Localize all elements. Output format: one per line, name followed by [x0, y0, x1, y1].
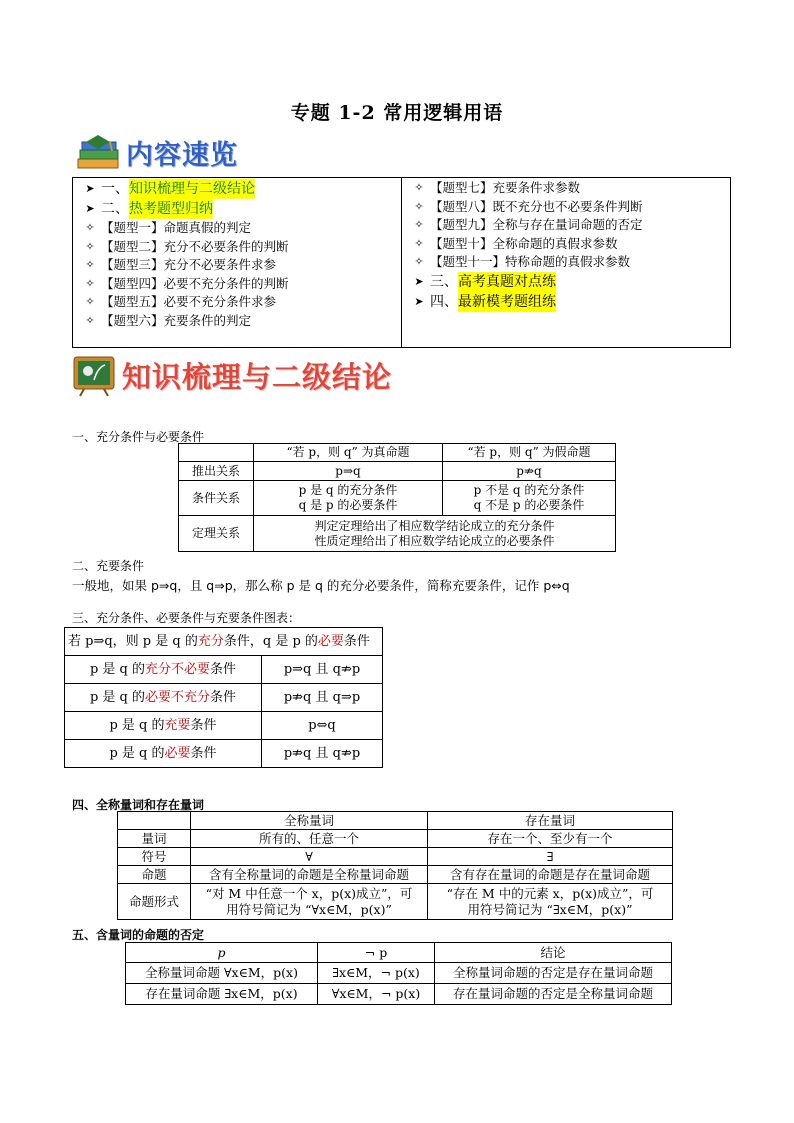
table-row	[65, 684, 383, 712]
table-corner	[179, 444, 254, 462]
toc-item-number: 二、	[101, 201, 129, 217]
diamond-bullet-icon: ✧	[85, 295, 95, 308]
toc-item[interactable]	[79, 179, 395, 199]
text-span: 条件，q 是 p 的	[223, 634, 318, 649]
table-cell: ∀x∈M，¬ p(x)	[318, 984, 435, 1005]
banner-title: 知识梳理与二级结论	[122, 359, 393, 394]
chalkboard-icon	[72, 353, 116, 397]
toc-item[interactable]	[408, 179, 724, 198]
table-cell: 存在量词命题的否定是全称量词命题	[435, 984, 672, 1005]
cell-line: p 不是 q 的充分条件	[473, 483, 585, 497]
toc-item-label: 【题型六】充要条件的判定	[101, 312, 252, 328]
toc-item[interactable]	[79, 293, 395, 312]
section-heading-2: 二、充要条件	[72, 559, 145, 573]
table-row	[118, 830, 673, 848]
cell-line: q 不是 p 的必要条件	[473, 498, 585, 512]
cell-line: q 是 p 的必要条件	[298, 498, 398, 512]
toc-item[interactable]	[408, 235, 724, 254]
table-cell: 所有的、任意一个	[191, 830, 428, 848]
table-cell	[254, 481, 443, 516]
section-heading-5: 五、含量词的命题的否定	[72, 928, 205, 942]
table-row	[65, 712, 383, 740]
diamond-bullet-icon: ✧	[414, 181, 424, 194]
toc-item-label: 【题型四】必要不充分条件的判断	[101, 275, 289, 291]
table-row	[118, 848, 673, 866]
table-header: ¬ p	[318, 943, 435, 963]
arrow-bullet-icon: ➤	[85, 202, 95, 215]
table-cell: p⇔q	[262, 712, 383, 740]
page-title: 专题 1-2 常用逻辑用语	[290, 102, 504, 124]
toc-item[interactable]	[79, 312, 395, 331]
table-cell: 存在一个、至少有一个	[428, 830, 673, 848]
table-cell: 存在量词命题 ∃x∈M，p(x)	[126, 984, 318, 1005]
table-header: “若 p，则 q” 为真命题	[254, 444, 443, 462]
table-cell	[443, 481, 616, 516]
arrow-bullet-icon: ➤	[85, 182, 95, 195]
table-cell: 含有存在量词的命题是存在量词命题	[428, 866, 673, 884]
negation-table	[125, 942, 672, 1005]
text-span: p 是 q 的	[109, 718, 165, 733]
toc-item-label: 【题型八】既不充分也不必要条件判断	[430, 198, 643, 214]
toc-item-label: 【题型十一】特称命题的真假求参数	[430, 254, 631, 269]
table-cell: p⇏q 且 q⇒p	[262, 684, 383, 712]
toc-item[interactable]	[408, 272, 724, 292]
text-span: 充要	[164, 718, 191, 733]
row-label: 符号	[118, 848, 191, 866]
cell-line: 判定定理给出了相应数学结论成立的充分条件	[314, 518, 555, 533]
banner-title: 内容速览	[126, 139, 238, 171]
toc-item[interactable]	[79, 219, 395, 238]
diamond-bullet-icon: ✧	[85, 313, 95, 327]
table-row	[126, 984, 672, 1005]
section-heading-1: 一、充分条件与必要条件	[72, 430, 205, 444]
table-cell: ∃x∈M，¬ p(x)	[318, 963, 435, 984]
toc-item[interactable]	[408, 253, 724, 272]
text-span: 条件	[190, 746, 217, 761]
cell-line: 用符号简记为 “∀x∈M，p(x)”	[226, 901, 392, 917]
toc-item[interactable]	[408, 198, 724, 217]
diamond-bullet-icon: ✧	[414, 218, 424, 231]
toc-item-label: 知识梳理与二级结论	[129, 181, 255, 197]
paragraph: 一般地，如果 p⇒q，且 q⇒p，那么称 p 是 q 的充分必要条件，简称充要条件，记作 p⇔q	[72, 578, 570, 593]
table-cell	[65, 712, 262, 740]
row-label: 定理关系	[179, 516, 254, 552]
toc-item[interactable]	[79, 199, 395, 219]
toc-item-label: 【题型三】充分不必要条件求参	[101, 257, 277, 272]
table-cell: p⇏q 且 q⇏p	[262, 740, 383, 768]
cell-line: p 是 q 的充分条件	[298, 483, 398, 497]
table-cell	[254, 516, 616, 552]
table-cell	[65, 740, 262, 768]
text-span: p 是 q 的	[89, 690, 145, 705]
text-span: 条件	[190, 718, 217, 733]
section-banner-overview	[76, 132, 238, 172]
table-header: “若 p，则 q” 为假命题	[443, 444, 616, 462]
table-cell: p⇏q	[443, 462, 616, 481]
diamond-bullet-icon: ✧	[85, 239, 95, 253]
table-header	[65, 628, 383, 656]
toc-item-number: 四、	[430, 293, 458, 310]
text-span: 必要	[317, 634, 344, 649]
table-cell: 含有全称量词的命题是全称量词命题	[191, 866, 428, 884]
table-header: 结论	[435, 943, 672, 963]
diamond-bullet-icon: ✧	[85, 258, 95, 271]
row-label: 条件关系	[179, 481, 254, 516]
arrow-bullet-icon: ➤	[414, 274, 424, 288]
table-corner	[118, 812, 191, 830]
toc-item-label: 【题型五】必要不充分条件求参	[101, 294, 277, 309]
table-cell: ∀	[191, 848, 428, 866]
text-span: p 是 q 的	[109, 746, 165, 761]
table-header: 存在量词	[428, 812, 673, 830]
toc-item[interactable]	[79, 238, 395, 257]
table-of-contents	[72, 177, 731, 348]
toc-right-column	[401, 178, 730, 347]
diamond-bullet-icon: ✧	[85, 276, 95, 290]
table-cell: ∃	[428, 848, 673, 866]
text-span: 条件	[210, 662, 237, 677]
table-cell	[65, 656, 262, 684]
text-span: 必要不充分	[145, 690, 211, 705]
text-span: 必要	[164, 746, 191, 761]
books-icon	[76, 133, 122, 171]
table-header: p	[126, 943, 318, 963]
diamond-bullet-icon: ✧	[414, 236, 424, 250]
table-row	[65, 656, 383, 684]
section-heading-4: 四、全称量词和存在量词	[72, 798, 205, 812]
toc-item-label: 高考真题对点练	[458, 273, 556, 290]
table-row	[126, 963, 672, 984]
toc-item-label: 【题型一】命题真假的判定	[101, 220, 252, 235]
diamond-bullet-icon: ✧	[85, 221, 95, 234]
diamond-bullet-icon: ✧	[414, 199, 424, 213]
row-label: 命题	[118, 866, 191, 884]
section-heading-3: 三、充分条件、必要条件与充要条件图表：	[72, 611, 301, 625]
row-label: 推出关系	[179, 462, 254, 481]
table-cell: p⇒q 且 q⇏p	[262, 656, 383, 684]
text-span: 条件	[210, 690, 237, 705]
table-row	[118, 866, 673, 884]
cell-line: 用符号简记为 “∃x∈M，p(x)”	[467, 901, 633, 917]
table-cell	[65, 684, 262, 712]
toc-item-number: 三、	[430, 273, 458, 290]
arrow-bullet-icon: ➤	[414, 294, 424, 308]
toc-item-label: 最新模考题组练	[458, 293, 556, 310]
toc-item-label: 【题型二】充分不必要条件的判断	[101, 238, 289, 254]
toc-item-number: 一、	[101, 181, 129, 197]
cell-line: “对 M 中任意一个 x，p(x)成立”，可	[205, 885, 413, 901]
text-span: 充分	[197, 634, 224, 649]
toc-item-label: 【题型十】全称命题的真假求参数	[430, 235, 618, 251]
table-cell	[428, 884, 673, 920]
table-cell: p⇒q	[254, 462, 443, 481]
toc-item[interactable]	[408, 216, 724, 235]
table-row	[65, 740, 383, 768]
text-span: 充分不必要	[145, 662, 211, 677]
cell-line: “存在 M 中的元素 x，p(x)成立”，可	[446, 885, 654, 901]
quantifier-table	[117, 811, 673, 920]
row-label: 命题形式	[118, 884, 191, 920]
text-span: 条件	[343, 634, 370, 649]
table-cell: 全称量词命题 ∀x∈M，p(x)	[126, 963, 318, 984]
section-banner-knowledge	[72, 350, 392, 400]
table-cell: 全称量词命题的否定是存在量词命题	[435, 963, 672, 984]
toc-item[interactable]	[79, 256, 395, 275]
sufficient-necessary-table	[178, 443, 616, 552]
table-cell	[191, 884, 428, 920]
toc-item-label: 热考题型归纳	[129, 201, 213, 217]
row-label: 量词	[118, 830, 191, 848]
diamond-bullet-icon: ✧	[414, 255, 424, 268]
cell-line: 性质定理给出了相应数学结论成立的必要条件	[314, 533, 555, 548]
toc-item-label: 【题型九】全称与存在量词命题的否定	[430, 217, 643, 232]
toc-item-label: 【题型七】充要条件求参数	[430, 180, 581, 195]
toc-item[interactable]	[79, 275, 395, 294]
toc-left-column	[73, 178, 401, 347]
toc-item[interactable]	[408, 292, 724, 312]
text-span: 若 p⇒q，则 p 是 q 的	[68, 634, 198, 649]
table-header: 全称量词	[191, 812, 428, 830]
condition-chart-table	[64, 627, 383, 768]
text-span: p 是 q 的	[89, 662, 145, 677]
